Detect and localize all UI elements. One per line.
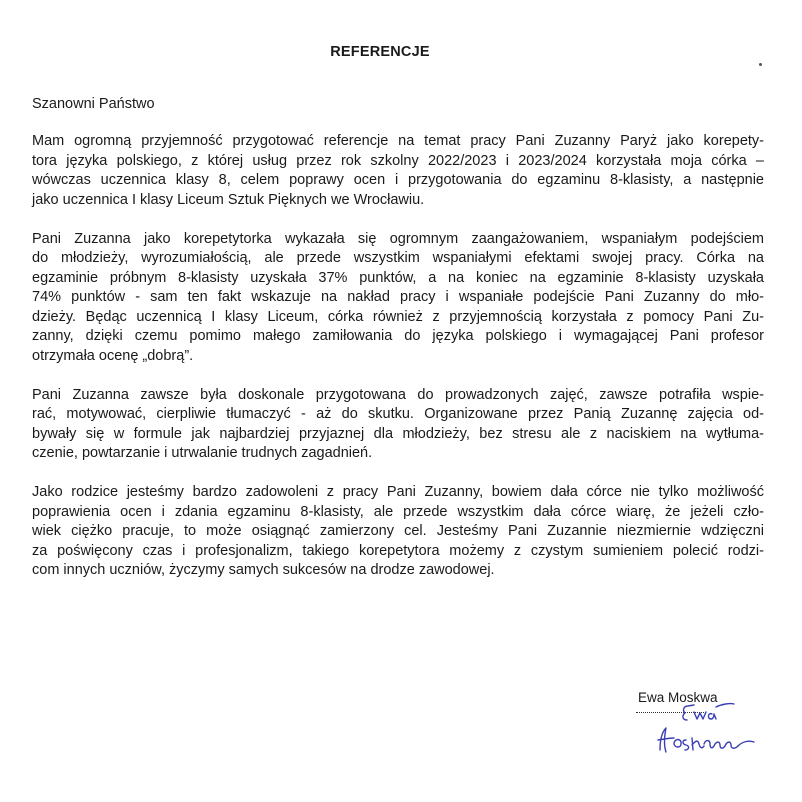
paragraph-1	[32, 132, 764, 210]
paragraph-line: com innych uczniów, życzymy samych sukcesów na drodze zawodowej.	[32, 562, 495, 578]
paragraph-line: tora języka polskiego, z której usług przez rok szkolny 2022/2023 i 2023/2024 korzystała moja córka –	[32, 152, 764, 169]
paragraph-line: egzaminie próbnym 8-klasisty uzyskała 37% punktów, a na koniec na egzaminie 8-klasisty uzyskała	[32, 269, 764, 286]
paragraph-line: czenie, powtarzanie i utrwalanie trudnych zagadnień.	[32, 445, 373, 461]
letter-body	[32, 132, 764, 600]
paragraph-line: Jako rodzice jesteśmy bardzo zadowoleni z pracy Pani Zuzanny, bowiem dała córce nie tylko możliwość	[32, 484, 764, 500]
paragraph-line: zanny, dzięki czemu pomimo małego zamiłowania do języka polskiego i wymagającej Pani profesor	[32, 328, 764, 344]
paragraph-line: poprawienia ocen i zdania egzaminu 8-klasisty, ale przede wszystkim dała córce wiarę, że jeżeli czło-	[32, 503, 764, 520]
paragraph-line: Pani Zuzanna jako korepetytorka wykazała się ogromnym zaangażowaniem, wspaniałym podejściem	[32, 230, 764, 247]
paragraph-line: 74% punktów - sam ten fakt wskazuje na nakład pracy i wspaniałe podejście Pani Zuzanny do mło-	[32, 289, 764, 305]
signatory-name: Ewa Moskwa	[638, 690, 718, 705]
paragraph-3	[32, 386, 764, 464]
paragraph-line: do młodzieży, wyrozumiałością, ale przede wszystkim wspaniałymi efektami swojej pracy. Córka na	[32, 250, 764, 266]
scan-speck	[759, 63, 762, 66]
paragraph-line: za poświęcony czas i profesjonalizm, takiego korepetytora możemy z czystym sumieniem polecić rodzi-	[32, 542, 764, 559]
paragraph-line: wówczas uczennica klasy 8, celem poprawy ocen i przygotowania do egzaminu 8-klasisty, a następnie	[32, 172, 764, 188]
paragraph-line: bywały się w formule jak najbardziej przyjaznej dla młodzieży, bez stresu ale z naciskiem na wytłuma-	[32, 425, 764, 442]
paragraph-line: otrzymała ocenę „dobrą”.	[32, 347, 194, 364]
paragraph-line: wiek ciężko pracuje, to może osiągnąć zamierzony cel. Jesteśmy Pani Zuzannie niezmiernie wdzięczni	[32, 523, 764, 539]
paragraph-line: Pani Zuzanna zawsze była doskonale przygotowana do prowadzonych zajęć, zawsze potrafiła wspie-	[32, 386, 764, 403]
paragraph-line: jako uczennica I klasy Liceum Sztuk Pięknych we Wrocławiu.	[32, 191, 425, 208]
paragraph-line: Mam ogromną przyjemność przygotować referencje na temat pracy Pani Zuzanny Paryż jako korepety-	[32, 133, 764, 149]
salutation: Szanowni Państwo	[32, 96, 155, 112]
paragraph-2	[32, 230, 764, 367]
paragraph-4	[32, 483, 764, 581]
paragraph-line: dzieży. Będąc uczennicą I klasy Liceum, córka również z przyjemnością korzystała z pomocy Pani Zu-	[32, 308, 764, 325]
signature-block	[630, 688, 780, 788]
paragraph-line: rać, motywować, cierpliwie tłumaczyć - aż do skutku. Organizowane przez Panią Zuzannę zajęcia od-	[32, 406, 764, 422]
document-title: REFERENCJE	[330, 44, 430, 60]
